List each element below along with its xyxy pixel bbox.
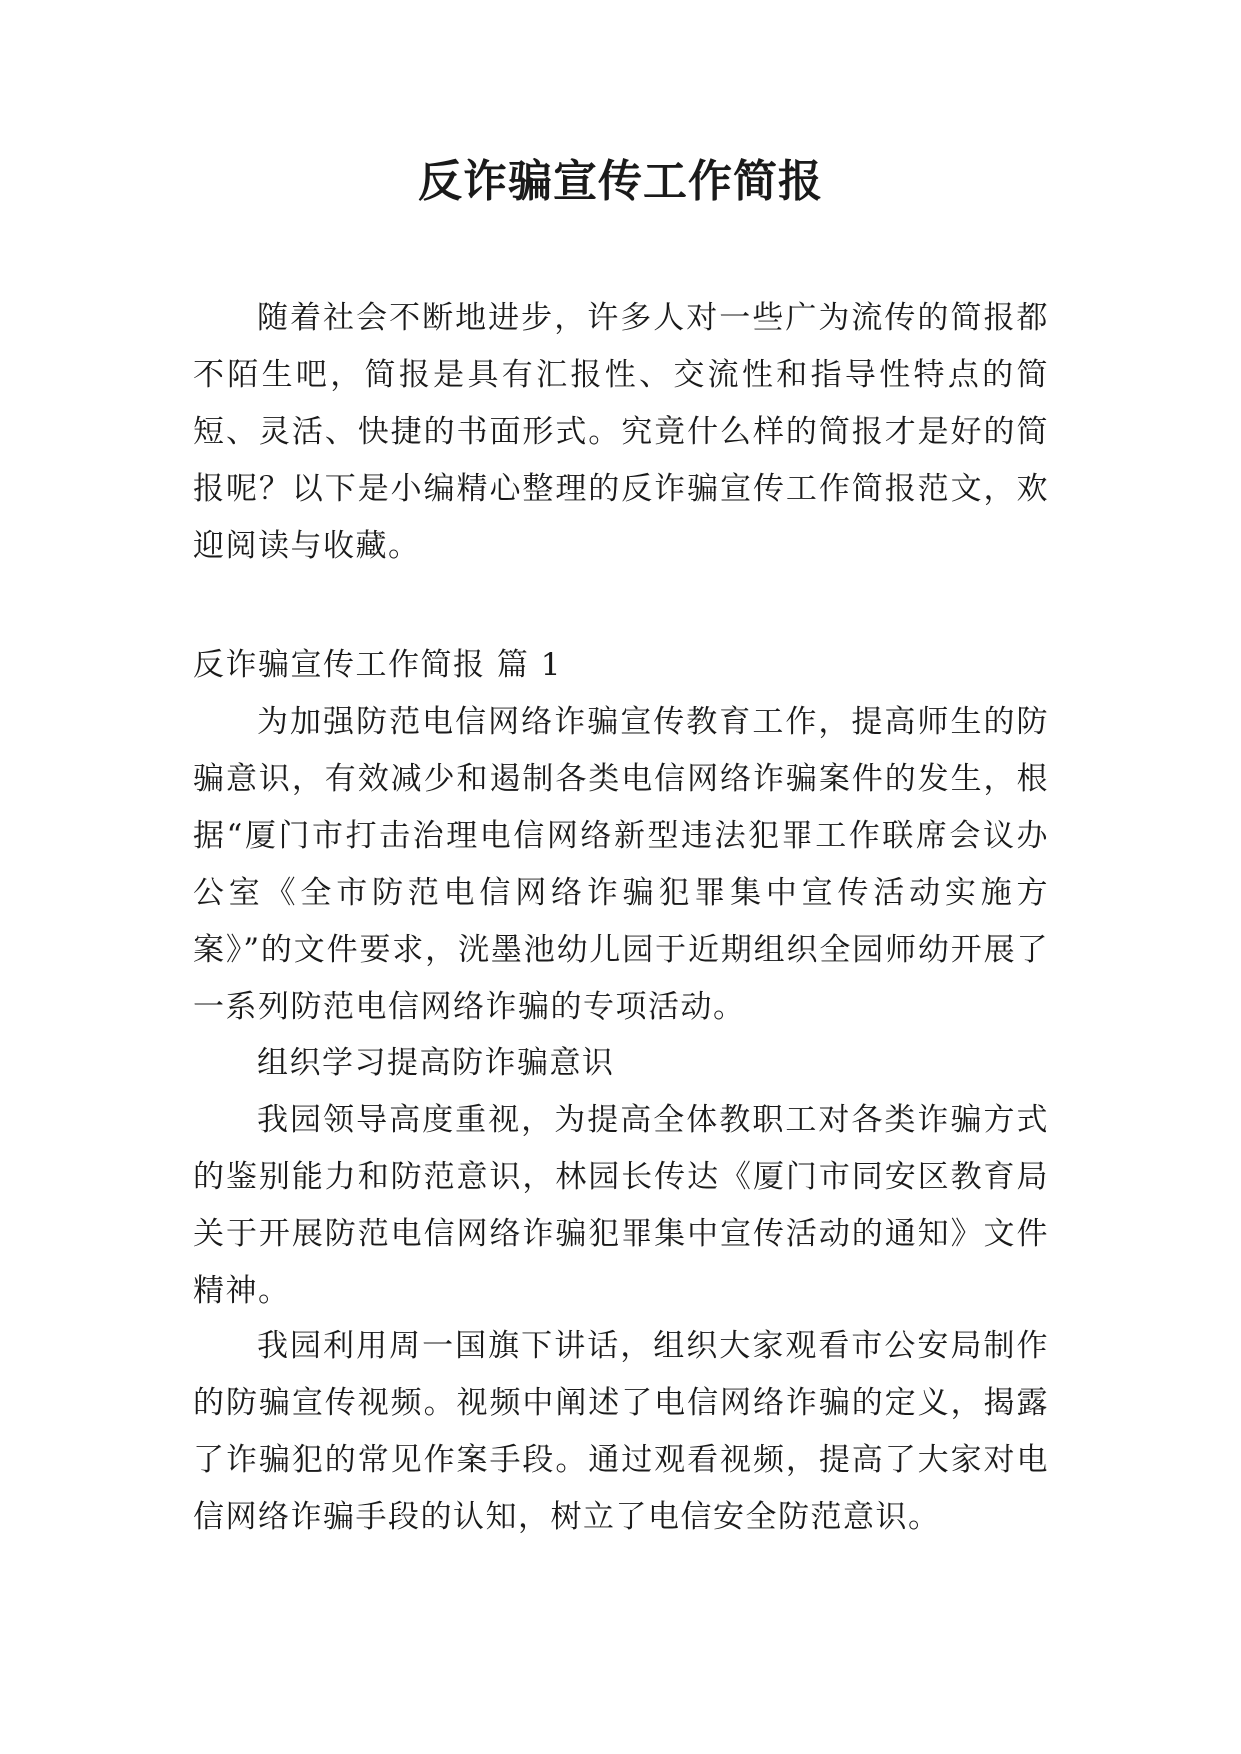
body-paragraph-2: 我园领导高度重视，为提高全体教职工对各类诈骗方式的鉴别能力和防范意识，林园长传达《厦门市同安区教育局关于开展防范电信网络诈骗犯罪集中宣传活动的通知》文件精神。 <box>193 1102 1049 1309</box>
sub-heading: 组织学习提高防诈骗意识 <box>257 1045 615 1081</box>
body-paragraph-1: 为加强防范电信网络诈骗宣传教育工作，提高师生的防骗意识，有效减少和遏制各类电信网络诈骗案件的发生，根据“厦门市打击治理电信网络新型违法犯罪工作联席会议办公室《全市防范电信网络诈骗犯罪集中宣传活动实施方案》”的文件要求，洸墨池幼儿园于近期组织全园师幼开展了一系列防范电信网络诈骗的专项活动。 <box>193 704 1049 1025</box>
intro-paragraph: 随着社会不断地进步，许多人对一些广为流传的简报都不陌生吧，简报是具有汇报性、交流性和指导性特点的简短、灵活、快捷的书面形式。究竟什么样的简报才是好的简报呢？以下是小编精心整理的反诈骗宣传工作简报范文，欢迎阅读与收藏。 <box>193 300 1049 564</box>
document-title: 反诈骗宣传工作简报 <box>418 156 823 207</box>
section-heading: 反诈骗宣传工作简报 篇 1 <box>193 647 562 683</box>
body-paragraph-3: 我园利用周一国旗下讲话，组织大家观看市公安局制作的防骗宣传视频。视频中阐述了电信网络诈骗的定义，揭露了诈骗犯的常见作案手段。通过观看视频，提高了大家对电信网络诈骗手段的认知，树立了电信安全防范意识。 <box>193 1328 1049 1535</box>
